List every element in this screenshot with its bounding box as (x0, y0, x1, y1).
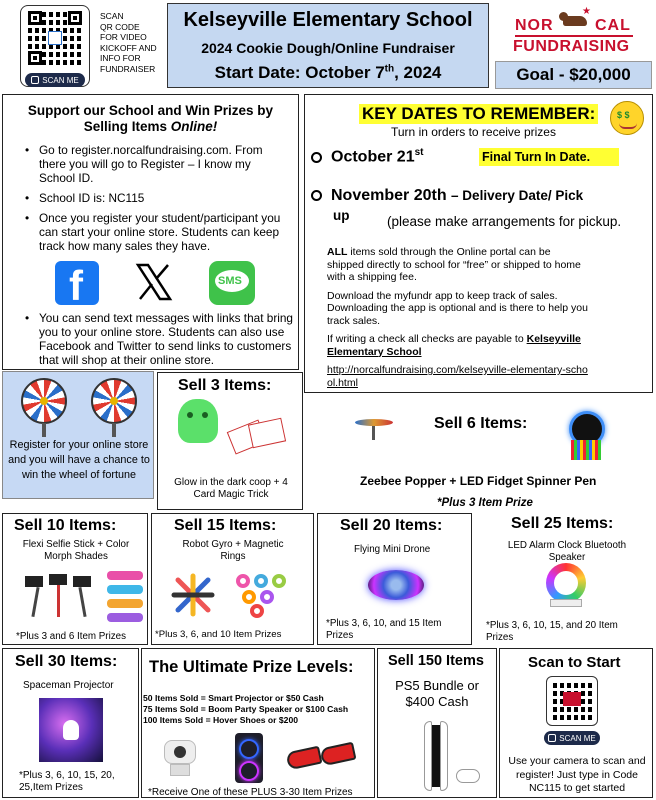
ps5-console-icon (424, 721, 450, 791)
prize-tier-20: Sell 20 Items: Flying Mini Drone *Plus 3, 6, 10, and 15 Item Prizes (317, 513, 472, 645)
led-alarm-clock-icon (546, 563, 586, 609)
pickup-note: (please make arrangements for pickup. (387, 214, 622, 229)
list-item: 75 Items Sold = Boom Party Speaker or $100 Cash (143, 704, 349, 714)
color-morph-shades-icon (107, 571, 143, 623)
smart-projector-icon (160, 740, 200, 778)
start-date: Start Date: October 7th, 2024 (214, 63, 442, 82)
wheel-text: Register for your online store and you will have a chance to win the wheel of fortune (8, 439, 150, 481)
norcal-logo: NOR ★ CAL FUNDRAISING (512, 4, 634, 58)
selfie-stick-icon (25, 574, 103, 620)
scan-to-start-panel: Scan to Start SCAN ME Use your camera to scan and register! Just type in Code NC115 to get started (499, 648, 653, 798)
list-item: 100 Items Sold = Hover Shoes or $200 (143, 715, 298, 725)
key-dates-panel: KEY DATES TO REMEMBER: $ $ Turn in orders to receive prizes October 21st Final Turn In Date. November 20th – Delivery Date/ Pick up (please make arrangements for pickup. ALL items sold through the Online portal can be shipped directly to school for “free” or shipped to home with a shipping fee. Download the myfundr app to keep track of sales. Downloading the app is optional and is there to help you track sales. If writing a check all checks are payable to Kelseyville Elementary School http://norcalfundraising.com/kelseyville-elementary-school.html (304, 94, 653, 393)
support-bullets (23, 143, 290, 253)
qr-note-line: FOR VIDEO (100, 32, 147, 42)
ps5-controller-icon (456, 769, 480, 783)
prize-tier-6: Sell 6 Items: Zeebee Popper + LED Fidget Spinner Pen *Plus 3 Item Prize (305, 395, 653, 511)
support-panel (2, 94, 299, 370)
scan-me-badge: SCAN ME (544, 731, 600, 745)
qr-note (100, 11, 162, 74)
mini-drone-icon (366, 564, 426, 608)
camera-icon (31, 76, 39, 84)
hover-shoes-icon (287, 743, 357, 773)
date-row-2: November 20th – Delivery Date/ Pick (311, 187, 583, 205)
qr-note-line: KICKOFF AND (100, 42, 157, 53)
title-banner (167, 3, 489, 88)
goal-banner: Goal - $20,000 (495, 61, 652, 89)
register-qr-code[interactable] (546, 676, 598, 726)
fundraiser-subtitle: 2024 Cookie Dough/Online Fundraiser (201, 40, 455, 56)
support-heading: Support our School and Win Prizes by Selling Items Online! (27, 103, 274, 134)
list-item: • Once you register your student/participant you can start your online store. Students can keep track how many sales they have. (23, 211, 290, 253)
school-title: Kelseyville Elementary School (183, 9, 473, 31)
qr-note-line: FUNDRAISER (100, 63, 156, 74)
zeebee-popper-icon (355, 416, 395, 438)
final-turn-in-note: Final Turn In Date. (479, 148, 619, 166)
prize-tier-30: Sell 30 Items: Spaceman Projector *Plus 3, 6, 10, 15, 20, 25,Item Prizes (2, 648, 139, 798)
sms-icon[interactable]: SMS (209, 261, 255, 305)
prize-tier-150: Sell 150 Items PS5 Bundle or $400 Cash (377, 648, 497, 798)
list-item: • School ID is: NC115 (23, 191, 290, 205)
ultimate-prizes-panel: The Ultimate Prize Levels: 50 Items Sold = Smart Projector or $50 Cash 75 Items Sold = Boom Party Speaker or $100 Cash 100 Items Sold = Hover Shoes or $200 *Receive One of these PLUS 3-30 Item Prizes (141, 648, 375, 798)
list-item: • You can send text messages with links that bring you to your online store. Students can also use Facebook and Twitter to send links to customers that will shop at their online store. (23, 311, 293, 367)
qr-note-line: INFO FOR (100, 53, 141, 63)
bear-icon: ★ (561, 10, 591, 28)
qr-note-line: QR CODE (100, 21, 140, 32)
list-item: 50 Items Sold = Smart Projector or $50 Cash (143, 693, 324, 703)
date-row-1: October 21st (311, 147, 424, 166)
spaceman-projector-icon (39, 698, 103, 762)
key-dates-title: KEY DATES TO REMEMBER: (359, 104, 598, 124)
party-speaker-icon (235, 733, 263, 783)
key-dates-subtitle: Turn in orders to receive prizes (391, 125, 556, 139)
list-item: • Go to register.norcalfundraising.com. From there you will go to Register – I know my School ID. (23, 143, 290, 185)
emoji-money-icon: $ $ (610, 101, 644, 135)
prize-tier-25: Sell 25 Items: LED Alarm Clock Bluetooth Speaker *Plus 3, 6, 10, 15, and 20 Item Prizes (486, 515, 627, 643)
prize-wheel-icon (91, 378, 137, 424)
key-dates-info: ALL items sold through the Online portal can be shipped directly to school for “free” or shipped to home with a shipping fee. Download the myfundr app to keep track of sales. Downloading the app is optional and is there to help you track sales. If writing a check all checks are payable to Kelseyville Elementary School http://norcalfundraising.com/kelseyville-elementary-school.html (327, 246, 588, 389)
prize-tier-3: Sell 3 Items: Glow in the dark coop + 4 Card Magic Trick (157, 372, 303, 510)
camera-icon (548, 734, 556, 742)
x-twitter-icon[interactable] (133, 261, 175, 303)
prize-wheel-icon (21, 378, 67, 424)
glow-coop-toy-icon (178, 399, 218, 443)
robot-gyro-icon (170, 572, 216, 618)
magnetic-rings-icon (236, 574, 286, 618)
prize-tier-15: Sell 15 Items: Robot Gyro + Magnetic Rings *Plus 3, 6, and 10 Item Prizes (151, 513, 314, 645)
qr-note-line: SCAN (100, 11, 124, 21)
prize-tier-10: Sell 10 Items: Flexi Selfie Stick + Color Morph Shades *Plus 3 and 6 Item Prizes (2, 513, 148, 645)
wheel-panel (2, 371, 154, 499)
facebook-icon[interactable]: f (55, 261, 99, 305)
scan-me-badge: SCAN ME (25, 73, 85, 87)
school-page-link[interactable]: http://norcalfundraising.com/kelseyville-elementary-school.html (327, 364, 588, 389)
header-qr-code[interactable] (20, 5, 90, 87)
